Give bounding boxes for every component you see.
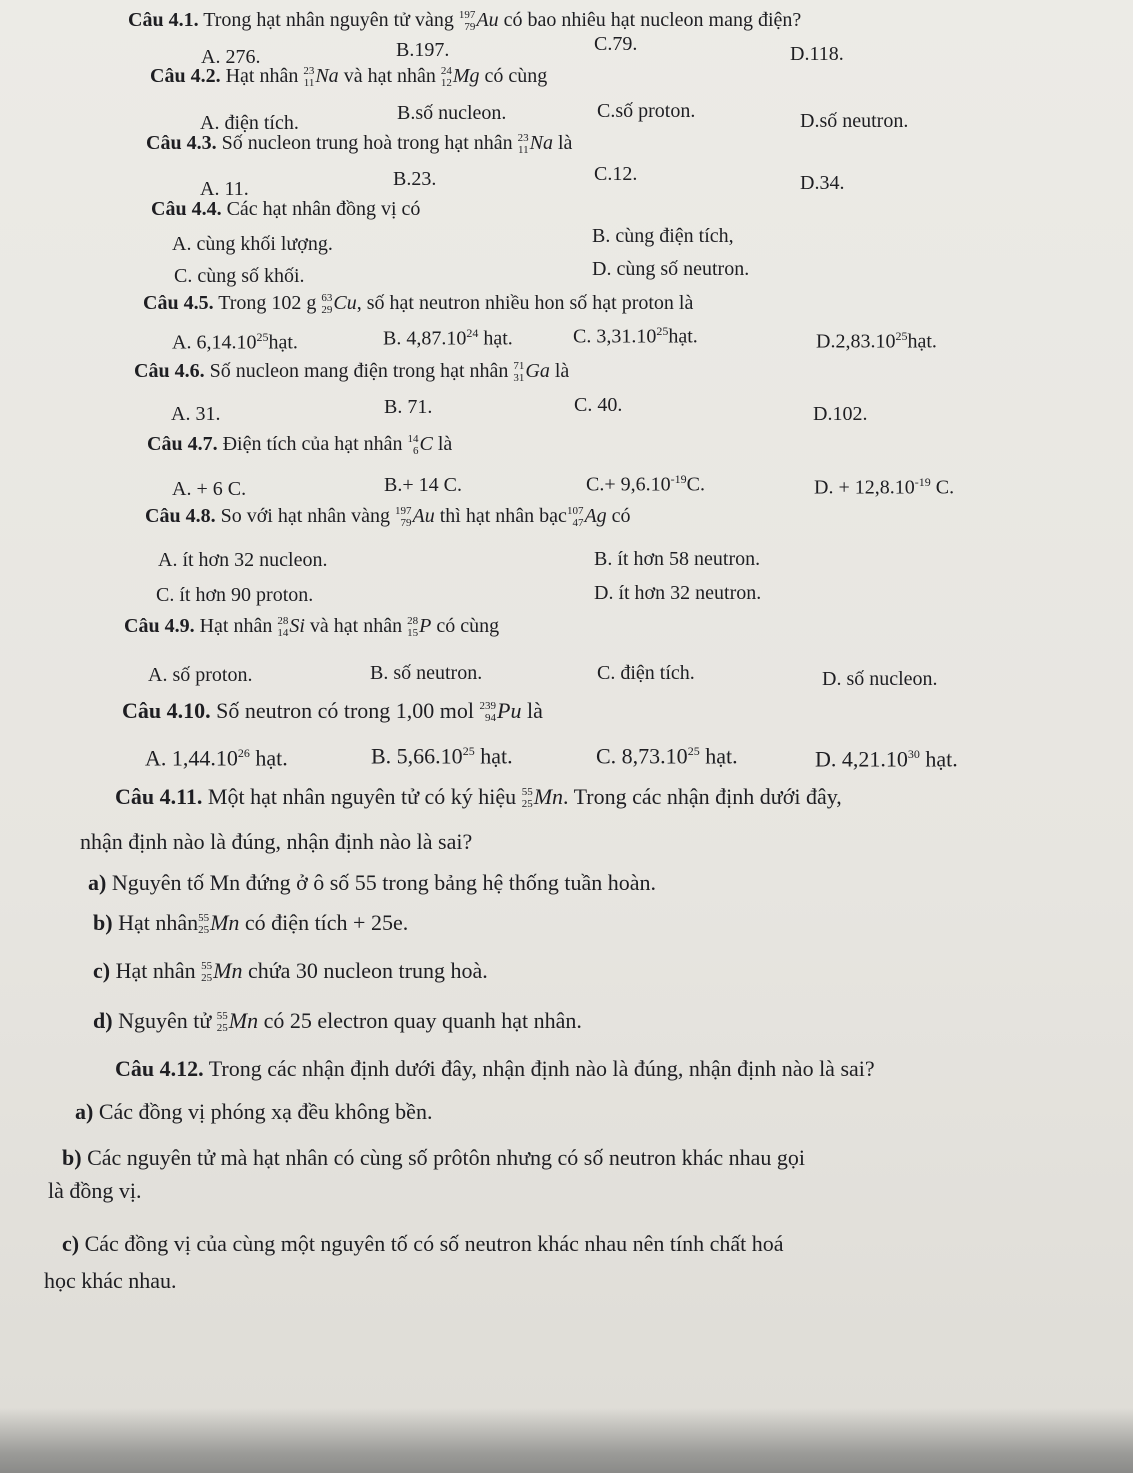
option-a: A. + 6 C.	[172, 478, 247, 500]
question-4-1: Câu 4.1. Trong hạt nhân nguyên tử vàng 197 79 Au có bao nhiêu hạt nucleon mang điện?	[128, 9, 802, 33]
statement-c: c) Hạt nhân 55 25 Mn chứa 30 nucleon trung hoà.	[93, 958, 488, 984]
question-4-12: Câu 4.12. Trong các nhận định dưới đây, nhận định nào là đúng, nhận định nào là sai?	[115, 1056, 875, 1081]
option-b: B. 5,66.10$^{25}$ hạt.	[371, 743, 513, 769]
nuclide-au: 197 79 Au	[458, 9, 499, 33]
nuclide-mg: 24 12 Mg	[440, 65, 480, 89]
option-c: C. 40.	[574, 394, 623, 416]
option-d: D. số nucleon.	[822, 668, 938, 690]
nuclide-mn: 55 25 Mn	[216, 1008, 259, 1034]
option-c: C.số proton.	[597, 100, 696, 122]
statement-a: a) Nguyên tố Mn đứng ở ô số 55 trong bảng hệ thống tuần hoàn.	[88, 870, 656, 895]
nuclide-mn: 55 25 Mn	[521, 784, 564, 810]
nuclide-ga: 71 31 Ga	[513, 360, 550, 384]
option-c: $C.+ 9,6.10^{-19}C$.	[586, 472, 705, 496]
nuclide-na: 23 11 Na	[303, 65, 339, 89]
question-4-11: Câu 4.11. Một hạt nhân nguyên tử có ký hiệu 55 25 Mn. Trong các nhận định dưới đây,	[115, 784, 842, 810]
option-c: C. 3,31.10$^{25}$hạt.	[573, 324, 698, 348]
option-c: C. 8,73.10$^{25}$ hạt.	[596, 743, 738, 769]
option-a: A. 6,14.10$^{25}$hạt.	[172, 330, 298, 354]
statement-c: c) Các đồng vị của cùng một nguyên tố có số neutron khác nhau nên tính chất hoá	[62, 1231, 784, 1256]
page-shadow	[0, 1408, 1133, 1473]
question-4-4: Câu 4.4. Các hạt nhân đồng vị có	[151, 198, 421, 220]
option-a: A. ít hơn 32 nucleon.	[158, 549, 328, 571]
option-c: C. cùng số khối.	[174, 265, 305, 287]
statement-b-cont: là đồng vị.	[48, 1178, 142, 1203]
question-4-2: Câu 4.2. Hạt nhân 23 11 Na và hạt nhân 24 12 Mg có cùng	[150, 65, 548, 89]
option-a: A. điện tích.	[200, 112, 299, 134]
option-b: B.197.	[396, 39, 450, 61]
option-a: A. cùng khối lượng.	[172, 233, 333, 255]
option-d: D. + $12,8.10^{-19}$ C.	[814, 475, 955, 499]
nuclide-c: 14 6 C	[407, 433, 433, 457]
nuclide-na: 23 11 Na	[517, 132, 553, 156]
question-4-5: Câu 4.5. Trong 102 g 63 29 Cu, số hạt neutron nhiều hon số hạt proton là	[143, 292, 694, 316]
question-4-3: Câu 4.3. Số nucleon trung hoà trong hạt nhân 23 11 Na là	[146, 132, 573, 156]
option-b: B.+ 14 C.	[384, 474, 462, 496]
statement-d: d) Nguyên tử 55 25 Mn có 25 electron quay quanh hạt nhân.	[93, 1008, 582, 1034]
option-b: B.23.	[393, 168, 437, 190]
option-c: C.12.	[594, 163, 638, 185]
option-b: B.số nucleon.	[397, 102, 507, 124]
nuclide-p: 28 15 P	[407, 615, 432, 639]
statement-b: b) Các nguyên tử mà hạt nhân có cùng số prôtôn nhưng có số neutron khác nhau gọi	[62, 1145, 805, 1170]
option-b: B. 4,87.10$^{24}$ hạt.	[383, 326, 513, 350]
statement-a: a) Các đồng vị phóng xạ đều không bền.	[75, 1099, 433, 1124]
nuclide-ag: 107 47 Ag	[566, 505, 607, 529]
option-c: C. ít hơn 90 proton.	[156, 584, 314, 606]
option-b: B. 71.	[384, 396, 433, 418]
option-c: C.79.	[594, 33, 638, 55]
option-d: D.số neutron.	[800, 110, 909, 132]
statement-b: b) Hạt nhân 55 25 Mn có điện tích + 25e.	[93, 910, 409, 936]
option-a: A. 11.	[200, 178, 249, 200]
nuclide-mn: 55 25 Mn	[201, 958, 243, 984]
question-4-8: Câu 4.8. So với hạt nhân vàng 197 79 Au thì hạt nhân bạc 107 47 Ag có	[145, 505, 631, 529]
nuclide-pu: 239 94 Pu	[479, 698, 522, 724]
option-d: D.118.	[790, 43, 844, 65]
question-4-6: Câu 4.6. Số nucleon mang điện trong hạt nhân 71 31 Ga là	[134, 360, 570, 384]
option-b: B. số neutron.	[370, 662, 483, 684]
option-b: B. cùng điện tích,	[592, 225, 734, 247]
option-a: A. 31.	[171, 403, 221, 425]
option-d: D.102.	[813, 403, 868, 425]
option-d: D. cùng số neutron.	[592, 258, 750, 280]
option-d: D.34.	[800, 172, 845, 194]
option-b: B. ít hơn 58 neutron.	[594, 548, 761, 570]
option-a: A. 276.	[201, 46, 261, 68]
option-d: D. 4,21.10$^{30}$ hạt.	[815, 746, 958, 772]
nuclide-au: 197 79 Au	[395, 505, 435, 529]
option-d: D. ít hơn 32 neutron.	[594, 582, 762, 604]
question-4-10: Câu 4.10. Số neutron có trong 1,00 mol 239 94 Pu là	[122, 698, 543, 724]
option-a: A. số proton.	[148, 664, 253, 686]
option-c: C. điện tích.	[597, 662, 695, 684]
question-4-9: Câu 4.9. Hạt nhân 28 14 Si và hạt nhân 28 15 P có cùng	[124, 615, 500, 639]
option-d: D.2,83.10$^{25}$hạt.	[816, 329, 937, 353]
nuclide-si: 28 14 Si	[277, 615, 305, 639]
statement-c-cont: học khác nhau.	[44, 1268, 177, 1293]
option-a: A. 1,44.10$^{26}$ hạt.	[145, 745, 288, 771]
question-4-11-cont: nhận định nào là đúng, nhận định nào là sai?	[80, 829, 473, 854]
nuclide-cu: 63 29 Cu	[321, 292, 357, 316]
question-4-7: Câu 4.7. Điện tích của hạt nhân 14 6 C là	[147, 433, 453, 457]
nuclide-mn: 55 25 Mn	[198, 910, 240, 936]
